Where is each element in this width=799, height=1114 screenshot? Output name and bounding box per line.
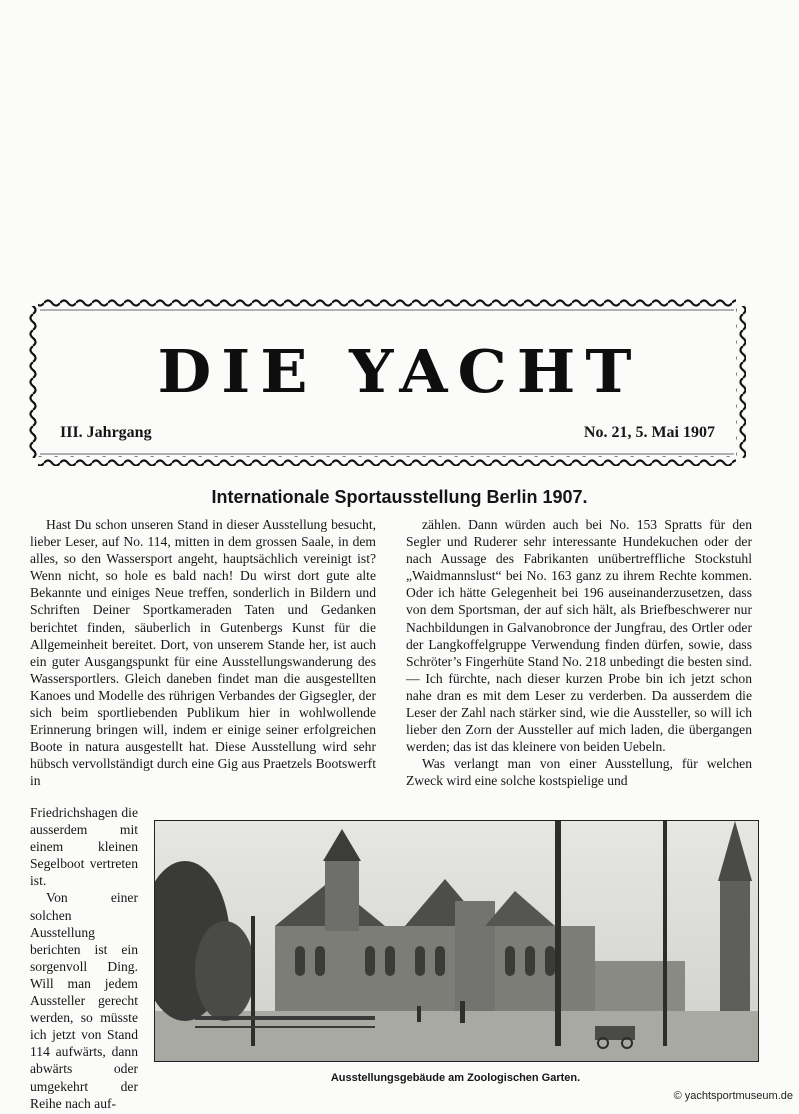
article-column-left [30,516,376,790]
watermark: © yachtsportmuseum.de [673,1090,793,1102]
paragraph: zählen. Dann würden auch bei No. 153 Spratts für den Segler und Ruderer sehr interessante Hundekuchen oder der nach Aussage des Fabrikanten unübertreffliche Stockstuhl „Waidmannslust“ bei No. 163 ganz zu ihrem Rechte kommen. Oder ich hätte Gelegenheit bei 196 auseinanderzusetzen, dass von dem Sportsman, der auf sich hält, als Briefbeschwerer nur Nachbildungen in Galvanobronce der Jungfrau, des Ortler oder der Langkoffelgruppe Verwendung finden dürfen, sowie, dass Schröter’s Fingerhüte Stand No. 218 unbedingt die besten sind. — Ich fürchte, nach dieser kurzen Probe bin ich jetzt schon nahe dran es mit dem Leser zu verderben. Da ausserdem die Leser der Zahl nach stärker sind, wie die Aussteller, so will ich lieber den Zorn der Aussteller auf mich laden, die übergangen werden; das ist das kleinere von beiden Uebeln. [406,517,752,755]
paragraph: Was verlangt man von einer Ausstellung, für welchen Zweck wird eine solche kostspielige und [406,756,752,789]
article-column-right [406,516,752,790]
issue-date: No. 21, 5. Mai 1907 [583,424,715,441]
photo-illustration [155,821,758,1061]
volume-label: III. Jahrgang [60,424,152,441]
article-headline: Internationale Sportausstellung Berlin 1907. [211,487,588,507]
paragraph: Friedrichshagen die ausserdem mit einem kleinen Segelboot vertreten ist. [30,805,138,889]
article-column-narrow [30,804,138,1112]
paragraph: Von einer solchen Ausstellung berichten ist ein sorgenvoll Ding. Will man jedem Aussteller gerecht werden, so müsste ich jetzt von Stand 114 aufwärts, dann abwärts oder umgekehrt der Reihe nach auf- [30,890,138,1111]
paragraph: Hast Du schon unseren Stand in dieser Ausstellung besucht, lieber Leser, auf No. 114, mitten in dem grossen Saale, in dem alles, so den Wassersport angeht, hauptsächlich vereinigt ist? Wenn nicht, so hole es bald nach! Du wirst dort gute alte Bekannte und einiges Neue treffen, sonderlich in Bildern und Schriften Deiner Sportkameraden Taten und Gedanken berichtet finden, säuberlich in Gutenbergs Kunst für die Allgemeinheit bereitet. Dort, von unserem Stande her, ist auch ein guter Ausgangspunkt für eine Ausstellungswanderung des Wassersportlers. Gleich daneben findet man die ausgestellten Kanoes und Modelle des rührigen Verbandes der Gigsegler, der sich beim sportliebenden Publikum hier in wohlwollende Erinnerung bringen will, indem er einige seiner erfolgreichen Boote in natura ausgestellt hat. Diese Ausstellung wird sehr hübsch vervollständigt durch eine Gig aus Praetzels Bootswerft in [30,517,376,789]
photo-caption: Ausstellungsgebäude am Zoologischen Garten. [330,1072,581,1084]
exhibition-building-photo [154,820,759,1062]
masthead-title: DIE YACHT [157,336,642,407]
